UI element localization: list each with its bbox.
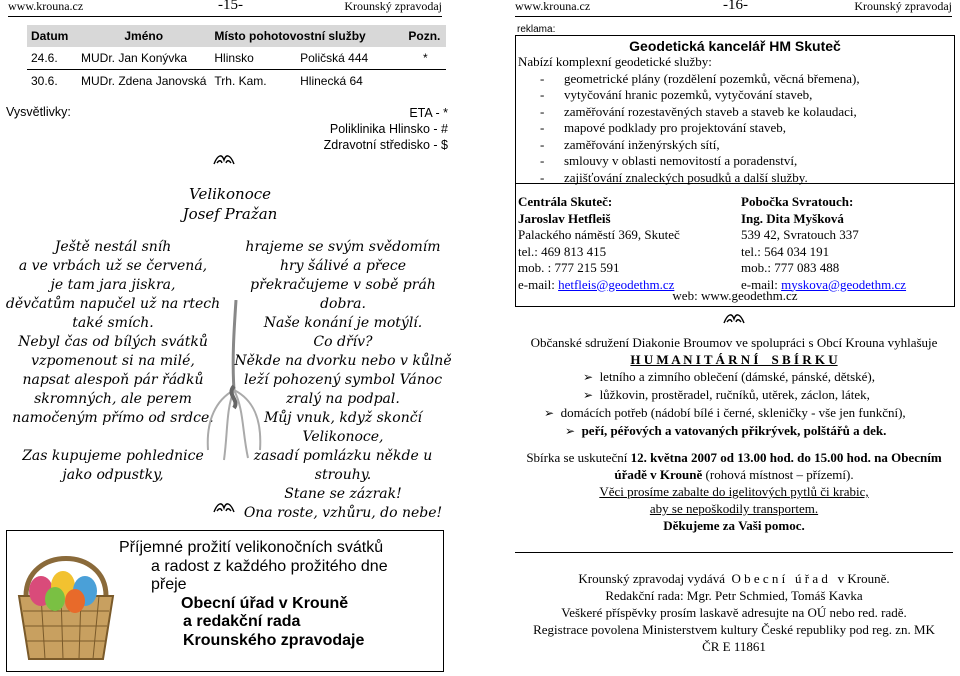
charity-intro: Občanské sdružení Diakonie Broumov ve spolupráci s Obcí Krouna vyhlašuje: [530, 335, 938, 350]
cell-note: [404, 70, 446, 93]
cell-town: Hlinsko: [210, 47, 296, 70]
col-place: Místo pohotovostní služby: [210, 25, 404, 47]
poem-line: a ve vrbách už se červená,: [18, 258, 208, 274]
schedule-room: (rohová místnost – přízemí).: [702, 467, 854, 482]
left-header-site[interactable]: www.krouna.cz: [8, 0, 84, 13]
table-row: [27, 47, 446, 70]
col-note: Pozn.: [404, 25, 446, 47]
imprint-line: Veškeré příspěvky prosím laskavě adresujte na OÚ nebo red. radě.: [561, 605, 907, 620]
branch-heading: Pobočka Svratouch:: [741, 194, 854, 209]
ad-service: - geometrické plány (rozdělení pozemků, věcná břemena),: [540, 70, 860, 86]
arrow-bullet-icon: ➢: [583, 370, 594, 384]
poem-line: hry šálivé a přece: [279, 258, 407, 274]
ad-service: - zaměřování rozestavěných staveb a staveb ke kolaudaci,: [540, 103, 857, 119]
poem-gap: [0, 428, 226, 447]
ad-service-text: smlouvy v oblasti nemovitostí a poradenství,: [564, 153, 798, 168]
cell-date: 24.6.: [27, 47, 77, 70]
poem-line: Co dřív?: [313, 334, 373, 350]
charity-request: Věci prosíme zabalte do igelitových pytlů či krabic,: [599, 484, 869, 499]
greeting-line: přeje: [151, 576, 187, 593]
poem-line: také smích.: [72, 315, 154, 331]
poem-line: Ještě nestál sníh: [54, 239, 172, 255]
poem-line: napsat alespoň pár řádků: [22, 372, 204, 388]
charity-item: [515, 386, 953, 404]
duty-table: [27, 25, 446, 92]
poem-title: Velikonoce: [188, 185, 272, 203]
ad-contacts: [515, 182, 955, 307]
ad-box: [515, 35, 955, 184]
poem-line: Někde na dvorku nebo v kůlně: [234, 353, 452, 369]
col-date: Datum: [27, 25, 77, 47]
cell-street: Poličská 444: [296, 47, 404, 70]
charity-section: [515, 334, 953, 534]
cell-date: 30.6.: [31, 74, 58, 88]
left-header: [8, 0, 442, 17]
charity-schedule: [515, 449, 953, 483]
poem-line: leží pohozený symbol Vánoc: [243, 372, 443, 388]
table-row: [27, 70, 446, 93]
central-tel: tel.: 469 813 415: [518, 243, 607, 259]
ad-service-text: zaměřování inženýrských sítí,: [564, 136, 720, 152]
ad-service: - zaměřování inženýrských sítí,: [540, 136, 720, 152]
ad-title: Geodetická kancelář HM Skuteč: [629, 38, 841, 54]
greeting-box: [6, 530, 444, 672]
poem-line: zasadí pomlázku někde u strouhy.: [253, 448, 433, 483]
central-email-link[interactable]: hetfleis@geodethm.cz: [558, 276, 675, 292]
poem-line: Naše konání je motýlí.: [263, 315, 423, 331]
charity-request: aby se nepoškodily transportem.: [649, 501, 819, 516]
poem-right-column: [226, 238, 460, 523]
central-address: Palackého náměstí 369, Skuteč: [518, 227, 680, 242]
imprint-line: Redakční rada: Mgr. Petr Schmied, Tomáš Kavka: [605, 588, 863, 603]
charity-item-text: lůžkovin, prostěradel, ručníků, utěrek, záclon, látek,: [599, 387, 870, 402]
greeting-text: [119, 539, 388, 650]
cell-name: MUDr. Zdena Janovská: [81, 74, 207, 88]
legend-item: Zdravotní středisko - $: [323, 138, 448, 152]
ad-branch: [741, 194, 906, 293]
branch-email-link[interactable]: myskova@geodethm.cz: [781, 276, 907, 292]
schedule-prefix: Sbírka se uskuteční: [526, 450, 631, 465]
poem-line: Můj vnuk, když skončí Velikonoce,: [263, 410, 423, 445]
central-mob: mob. : 777 215 591: [518, 260, 620, 275]
greeting-line: Obecní úřad v Krouně: [181, 594, 349, 612]
right-header-title: Krounský zpravodaj: [854, 0, 952, 13]
poem-line: Nebyl čas od bílých svátků: [18, 334, 208, 350]
ad-service: - smlouvy v oblasti nemovitostí a poradenství,: [540, 153, 798, 168]
legend-item: Poliklinika Hlinsko - #: [329, 122, 448, 136]
email-label: e-mail:: [518, 276, 559, 292]
poem-line: Ona roste, vzhůru, do nebe!: [243, 505, 443, 521]
poem-author: Josef Pražan: [182, 205, 278, 223]
spacer: [515, 440, 953, 449]
charity-item: [515, 404, 953, 422]
branch-address: 539 42, Svratouch 337: [741, 227, 859, 242]
poem-line: hrajeme se svým svědomím: [245, 239, 441, 255]
branch-mob: mob.: 777 083 488: [741, 260, 840, 275]
charity-item: [515, 422, 953, 440]
charity-thanks: Děkujeme za Vaši pomoc.: [663, 518, 805, 533]
charity-item-text: domácích potřeb (nádobí bílé i černé, skleničky - vše jen funkční),: [560, 405, 906, 420]
imprint-line: Registrace povolena Ministerstvem kultury České republiky pod reg. zn. MK: [533, 622, 935, 637]
divider: [515, 552, 953, 553]
imprint-line: ČR E 11861: [702, 639, 766, 654]
branch-name: Ing. Dita Myšková: [741, 210, 844, 226]
poem-line: děvčatům napučel už na rtech: [5, 296, 221, 312]
left-page-number: -15-: [218, 0, 243, 13]
schedule-date: 12. května 2007 od 13.00 hod. do 15.00 hod. na Obecním úřadě v Krouně: [614, 450, 942, 482]
email-label: e-mail:: [741, 276, 782, 292]
ad-service-text: zaměřování rozestavěných staveb a staveb ke kolaudaci,: [564, 103, 857, 119]
imprint: [515, 570, 953, 655]
charity-item-text: peří, péřových a vatovaných přikrývek, polštářů a dek.: [581, 423, 887, 438]
poem-line: zralý na podpal.: [286, 391, 400, 407]
arrow-bullet-icon: ➢: [565, 424, 576, 438]
poem-line: je tam jara jiskra,: [50, 277, 176, 293]
poem-left-column: [0, 238, 226, 485]
central-name: Jaroslav Hetfleiš: [518, 210, 611, 226]
ad-label: reklama:: [517, 24, 556, 35]
ad-service-text: zajišťování znaleckých posudků a další služby.: [564, 169, 808, 185]
charity-title: H U M A N I T Á R N Í S B Í R K U: [630, 352, 838, 367]
col-name: Jméno: [77, 25, 210, 47]
poem-line: namočeným přímo od srdce.: [12, 410, 214, 426]
poem-line: Zas kupujeme pohlednice: [22, 448, 204, 464]
legend-items: [324, 105, 448, 153]
poem-line: jako odpustky,: [62, 467, 164, 483]
ad-service-text: geometrické plány (rozdělení pozemků, věcná břemena),: [564, 70, 860, 86]
branch-tel: tel.: 564 034 191: [741, 243, 830, 259]
central-heading: Centrála Skuteč:: [518, 194, 613, 209]
right-header-site[interactable]: www.krouna.cz: [515, 0, 591, 13]
greeting-line: Příjemné prožití velikonočních svátků: [119, 539, 384, 556]
legend-title: Vysvětlivky:: [6, 105, 71, 119]
legend-item: ETA - *: [409, 106, 448, 120]
ad-service-text: mapové podklady pro projektování staveb,: [564, 120, 787, 135]
cell-note: *: [404, 47, 446, 70]
leaf-ornament-icon: [722, 311, 746, 327]
greeting-line: a redakční rada: [183, 613, 301, 630]
ad-service: - vytyčování hranic pozemků, vytyčování staveb,: [540, 87, 813, 102]
charity-item-text: letního a zimního oblečení (dámské, pánské, dětské),: [599, 369, 876, 384]
ad-web[interactable]: web: www.geodethm.cz: [672, 288, 798, 303]
cell-street: Hlinecká 64: [300, 74, 363, 88]
ad-central: [518, 194, 680, 293]
poem-heading: [180, 184, 280, 224]
easter-basket-icon: [11, 541, 121, 666]
leaf-ornament-icon: [212, 152, 236, 168]
greeting-line: a radost z každého prožitého dne: [151, 557, 388, 575]
ad-body: [516, 54, 954, 186]
poem-line: překračujeme v sobě práh dobra.: [250, 277, 436, 312]
cell-town: Trh. Kam.: [214, 74, 267, 88]
cell-name: MUDr. Jan Konývka: [77, 47, 210, 70]
greeting-line: Krounského zpravodaje: [183, 631, 365, 649]
right-header: [515, 0, 952, 17]
ad-intro: Nabízí komplexní geodetické služby:: [518, 54, 712, 69]
ad-service: - mapové podklady pro projektování staveb,: [540, 120, 787, 135]
poem-line: Stane se zázrak!: [284, 486, 402, 502]
duty-table-header: [27, 25, 446, 47]
poem-line: vzpomenout si na milé,: [31, 353, 195, 369]
charity-item: [515, 368, 953, 386]
left-header-title: Krounský zpravodaj: [344, 0, 442, 13]
arrow-bullet-icon: ➢: [544, 406, 555, 420]
right-page-number: -16-: [723, 0, 748, 13]
imprint-line: Krounský zpravodaj vydává O b e c n í ú ř a d v Krouně.: [578, 571, 890, 586]
ad-service-text: vytyčování hranic pozemků, vytyčování staveb,: [564, 87, 813, 102]
arrow-bullet-icon: ➢: [583, 388, 594, 402]
poem-line: skromných, ale perem: [34, 391, 192, 407]
ad-service: - zajišťování znaleckých posudků a další služby.: [540, 169, 808, 185]
